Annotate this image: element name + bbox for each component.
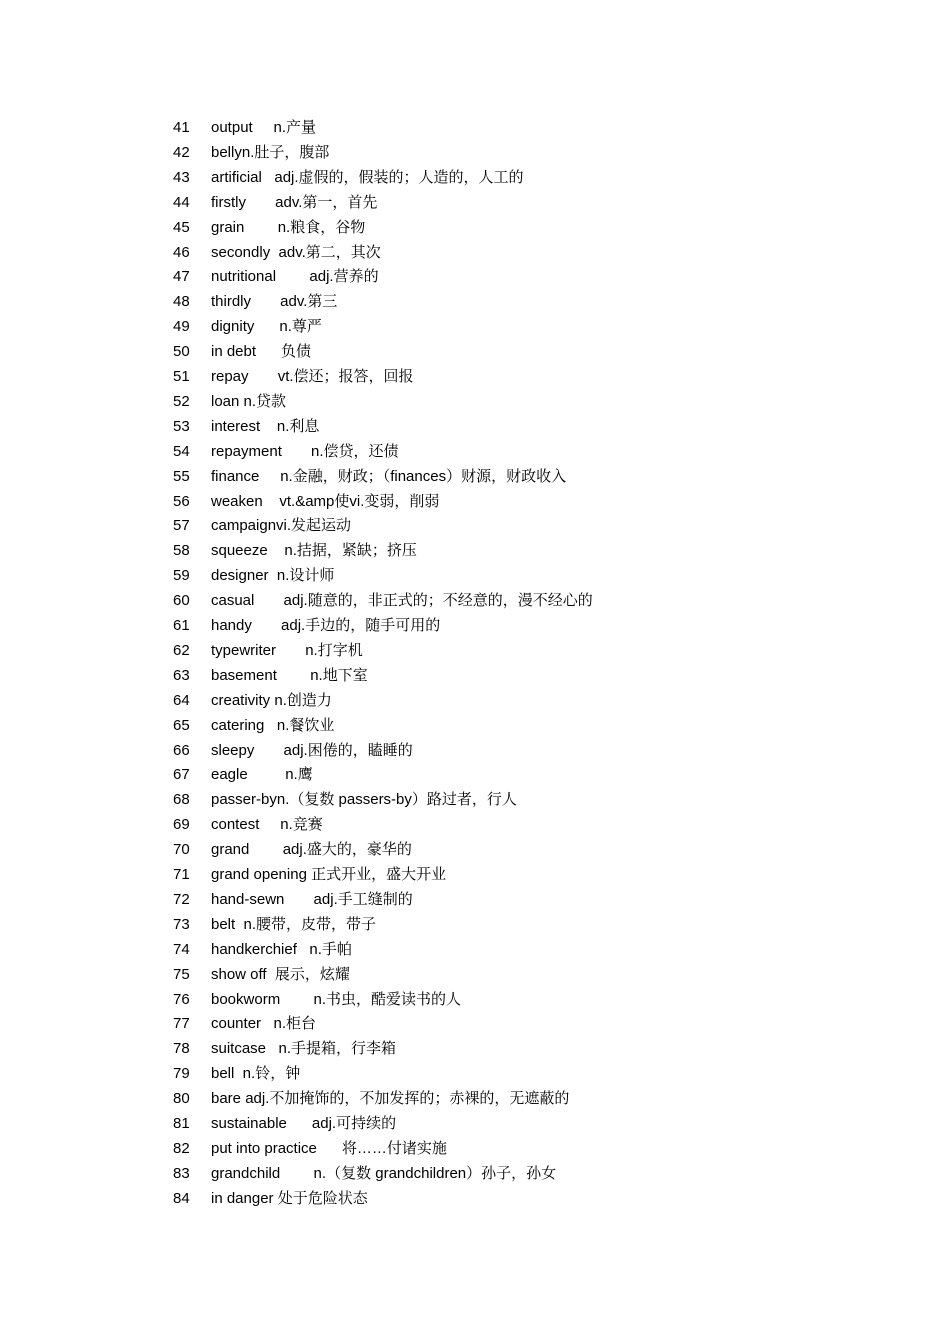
vocab-number: 67 xyxy=(173,766,190,784)
vocab-row xyxy=(0,988,950,1012)
vocab-entry: creativity n.创造力 xyxy=(211,691,332,709)
vocab-row xyxy=(0,1012,950,1036)
vocab-row xyxy=(0,1087,950,1111)
vocab-number: 44 xyxy=(173,193,190,211)
vocab-row xyxy=(0,614,950,638)
vocab-number: 66 xyxy=(173,741,190,759)
vocab-row xyxy=(0,141,950,165)
vocab-entry: in danger 处于危险状态 xyxy=(211,1189,368,1207)
vocab-number: 49 xyxy=(173,318,190,336)
vocab-row xyxy=(0,490,950,514)
vocab-number: 83 xyxy=(173,1164,190,1182)
vocab-row xyxy=(0,216,950,240)
vocab-row xyxy=(0,365,950,389)
vocab-entry: grain n.粮食，谷物 xyxy=(211,218,366,236)
vocab-row xyxy=(0,390,950,414)
vocab-number: 69 xyxy=(173,816,190,834)
vocab-number: 84 xyxy=(173,1189,190,1207)
vocab-entry: show off 展示，炫耀 xyxy=(211,965,350,983)
vocab-entry: thirdly adv.第三 xyxy=(211,293,338,311)
vocab-row xyxy=(0,1062,950,1086)
vocab-row xyxy=(0,265,950,289)
vocab-number: 55 xyxy=(173,467,190,485)
vocab-row xyxy=(0,315,950,339)
vocab-number: 51 xyxy=(173,368,190,385)
vocab-number: 58 xyxy=(173,542,190,560)
vocab-entry: bellyn.肚子，腹部 xyxy=(211,143,330,161)
vocab-entry: handy adj.手边的，随手可用的 xyxy=(211,617,441,634)
vocab-entry: passer-byn.（复数 passers-by）路过者，行人 xyxy=(211,791,517,809)
vocab-entry: casual adj.随意的，非正式的；不经意的，漫不经心的 xyxy=(211,592,593,610)
vocab-entry: interest n.利息 xyxy=(211,417,320,435)
vocab-entry: suitcase n.手提箱，行李箱 xyxy=(211,1040,397,1058)
vocab-entry: secondly adv.第二，其次 xyxy=(211,243,381,261)
vocab-row xyxy=(0,788,950,812)
vocab-row xyxy=(0,116,950,140)
vocab-number: 76 xyxy=(173,990,190,1008)
vocab-row xyxy=(0,739,950,763)
vocab-row xyxy=(0,440,950,464)
vocab-number: 41 xyxy=(173,119,190,136)
vocab-row xyxy=(0,465,950,489)
vocab-number: 71 xyxy=(173,866,190,883)
vocab-number: 65 xyxy=(173,716,190,734)
vocab-entry: artificial adj.虚假的，假装的；人造的，人工的 xyxy=(211,168,524,186)
vocab-entry: squeeze n.拮据，紧缺；挤压 xyxy=(211,542,417,560)
vocab-entry: firstly adv.第一，首先 xyxy=(211,193,378,211)
vocab-number: 60 xyxy=(173,592,190,610)
vocab-entry: campaignvi.发起运动 xyxy=(211,517,352,535)
vocab-row xyxy=(0,689,950,713)
vocab-row xyxy=(0,714,950,738)
vocab-number: 61 xyxy=(173,617,190,634)
vocab-entry: weaken vt.&amp使vi.变弱，削弱 xyxy=(211,492,440,510)
vocab-row xyxy=(0,664,950,688)
vocab-entry: sleepy adj.困倦的，瞌睡的 xyxy=(211,741,413,759)
vocab-number: 75 xyxy=(173,965,190,983)
vocab-number: 47 xyxy=(173,268,190,286)
vocab-entry: belt n.腰带，皮带，带子 xyxy=(211,915,377,933)
vocab-row xyxy=(0,340,950,364)
vocab-number: 70 xyxy=(173,841,190,859)
vocab-number: 78 xyxy=(173,1040,190,1058)
vocab-number: 68 xyxy=(173,791,190,809)
vocab-number: 48 xyxy=(173,293,190,311)
vocab-row xyxy=(0,1137,950,1161)
vocab-number: 57 xyxy=(173,517,190,535)
vocab-number: 56 xyxy=(173,492,190,510)
vocab-entry: put into practice 将……付诸实施 xyxy=(211,1139,447,1157)
vocab-number: 72 xyxy=(173,890,190,908)
vocab-entry: eagle n.鹰 xyxy=(211,766,313,784)
vocab-number: 52 xyxy=(173,392,190,410)
vocab-entry: dignity n.尊严 xyxy=(211,318,322,336)
vocab-row xyxy=(0,938,950,962)
vocab-number: 82 xyxy=(173,1139,190,1157)
vocab-entry: loan n.贷款 xyxy=(211,392,287,410)
vocab-row xyxy=(0,539,950,563)
vocab-row xyxy=(0,1187,950,1211)
vocab-entry: grand adj.盛大的，豪华的 xyxy=(211,841,412,859)
vocab-number: 62 xyxy=(173,641,190,659)
vocab-number: 81 xyxy=(173,1115,190,1132)
vocab-row xyxy=(0,813,950,837)
vocab-entry: contest n.竞赛 xyxy=(211,816,323,834)
vocab-entry: finance n.金融，财政；（finances）财源，财政收入 xyxy=(211,467,567,485)
vocab-row xyxy=(0,1112,950,1136)
vocab-number: 59 xyxy=(173,567,190,585)
vocab-number: 79 xyxy=(173,1065,190,1083)
vocab-entry: in debt 负债 xyxy=(211,343,312,361)
vocab-number: 42 xyxy=(173,143,190,161)
vocab-entry: repayment n.偿贷，还债 xyxy=(211,442,399,460)
vocab-number: 73 xyxy=(173,915,190,933)
vocab-row xyxy=(0,1037,950,1061)
vocab-entry: catering n.餐饮业 xyxy=(211,716,335,734)
vocab-entry: sustainable adj.可持续的 xyxy=(211,1115,397,1132)
vocab-number: 77 xyxy=(173,1015,190,1033)
vocab-row xyxy=(0,838,950,862)
vocab-number: 46 xyxy=(173,243,190,261)
vocab-number: 43 xyxy=(173,168,190,186)
vocab-number: 74 xyxy=(173,940,190,958)
vocab-entry: bookworm n.书虫，酷爱读书的人 xyxy=(211,990,462,1008)
vocab-entry: grandchild n.（复数 grandchildren）孙子，孙女 xyxy=(211,1164,557,1182)
vocab-entry: designer n.设计师 xyxy=(211,567,335,585)
vocab-row xyxy=(0,1162,950,1186)
vocab-number: 80 xyxy=(173,1090,190,1108)
vocab-entry: output n.产量 xyxy=(211,119,317,136)
vocab-row xyxy=(0,514,950,538)
vocab-row xyxy=(0,763,950,787)
vocab-row xyxy=(0,564,950,588)
vocab-row xyxy=(0,191,950,215)
vocab-row xyxy=(0,888,950,912)
vocab-number: 50 xyxy=(173,343,190,361)
vocab-number: 45 xyxy=(173,218,190,236)
vocab-row xyxy=(0,589,950,613)
vocab-entry: handkerchief n.手帕 xyxy=(211,940,352,958)
vocab-row xyxy=(0,863,950,887)
vocab-entry: bare adj.不加掩饰的，不加发挥的；赤裸的，无遮蔽的 xyxy=(211,1090,570,1108)
vocab-row xyxy=(0,166,950,190)
vocab-entry: basement n.地下室 xyxy=(211,666,368,684)
vocab-row xyxy=(0,241,950,265)
vocab-entry: counter n.柜台 xyxy=(211,1015,317,1033)
vocab-entry: typewriter n.打字机 xyxy=(211,641,363,659)
vocab-entry: hand-sewn adj.手工缝制的 xyxy=(211,890,413,908)
vocab-entry: grand opening 正式开业，盛大开业 xyxy=(211,866,447,883)
vocab-number: 64 xyxy=(173,691,190,709)
vocab-number: 63 xyxy=(173,666,190,684)
vocab-row xyxy=(0,639,950,663)
vocab-row xyxy=(0,290,950,314)
vocab-entry: bell n.铃，钟 xyxy=(211,1065,301,1083)
vocab-entry: repay vt.偿还；报答，回报 xyxy=(211,368,414,385)
vocab-row xyxy=(0,415,950,439)
vocab-number: 54 xyxy=(173,442,190,460)
vocab-row xyxy=(0,963,950,987)
vocab-number: 53 xyxy=(173,417,190,435)
vocab-entry: nutritional adj.营养的 xyxy=(211,268,379,286)
vocab-row xyxy=(0,913,950,937)
